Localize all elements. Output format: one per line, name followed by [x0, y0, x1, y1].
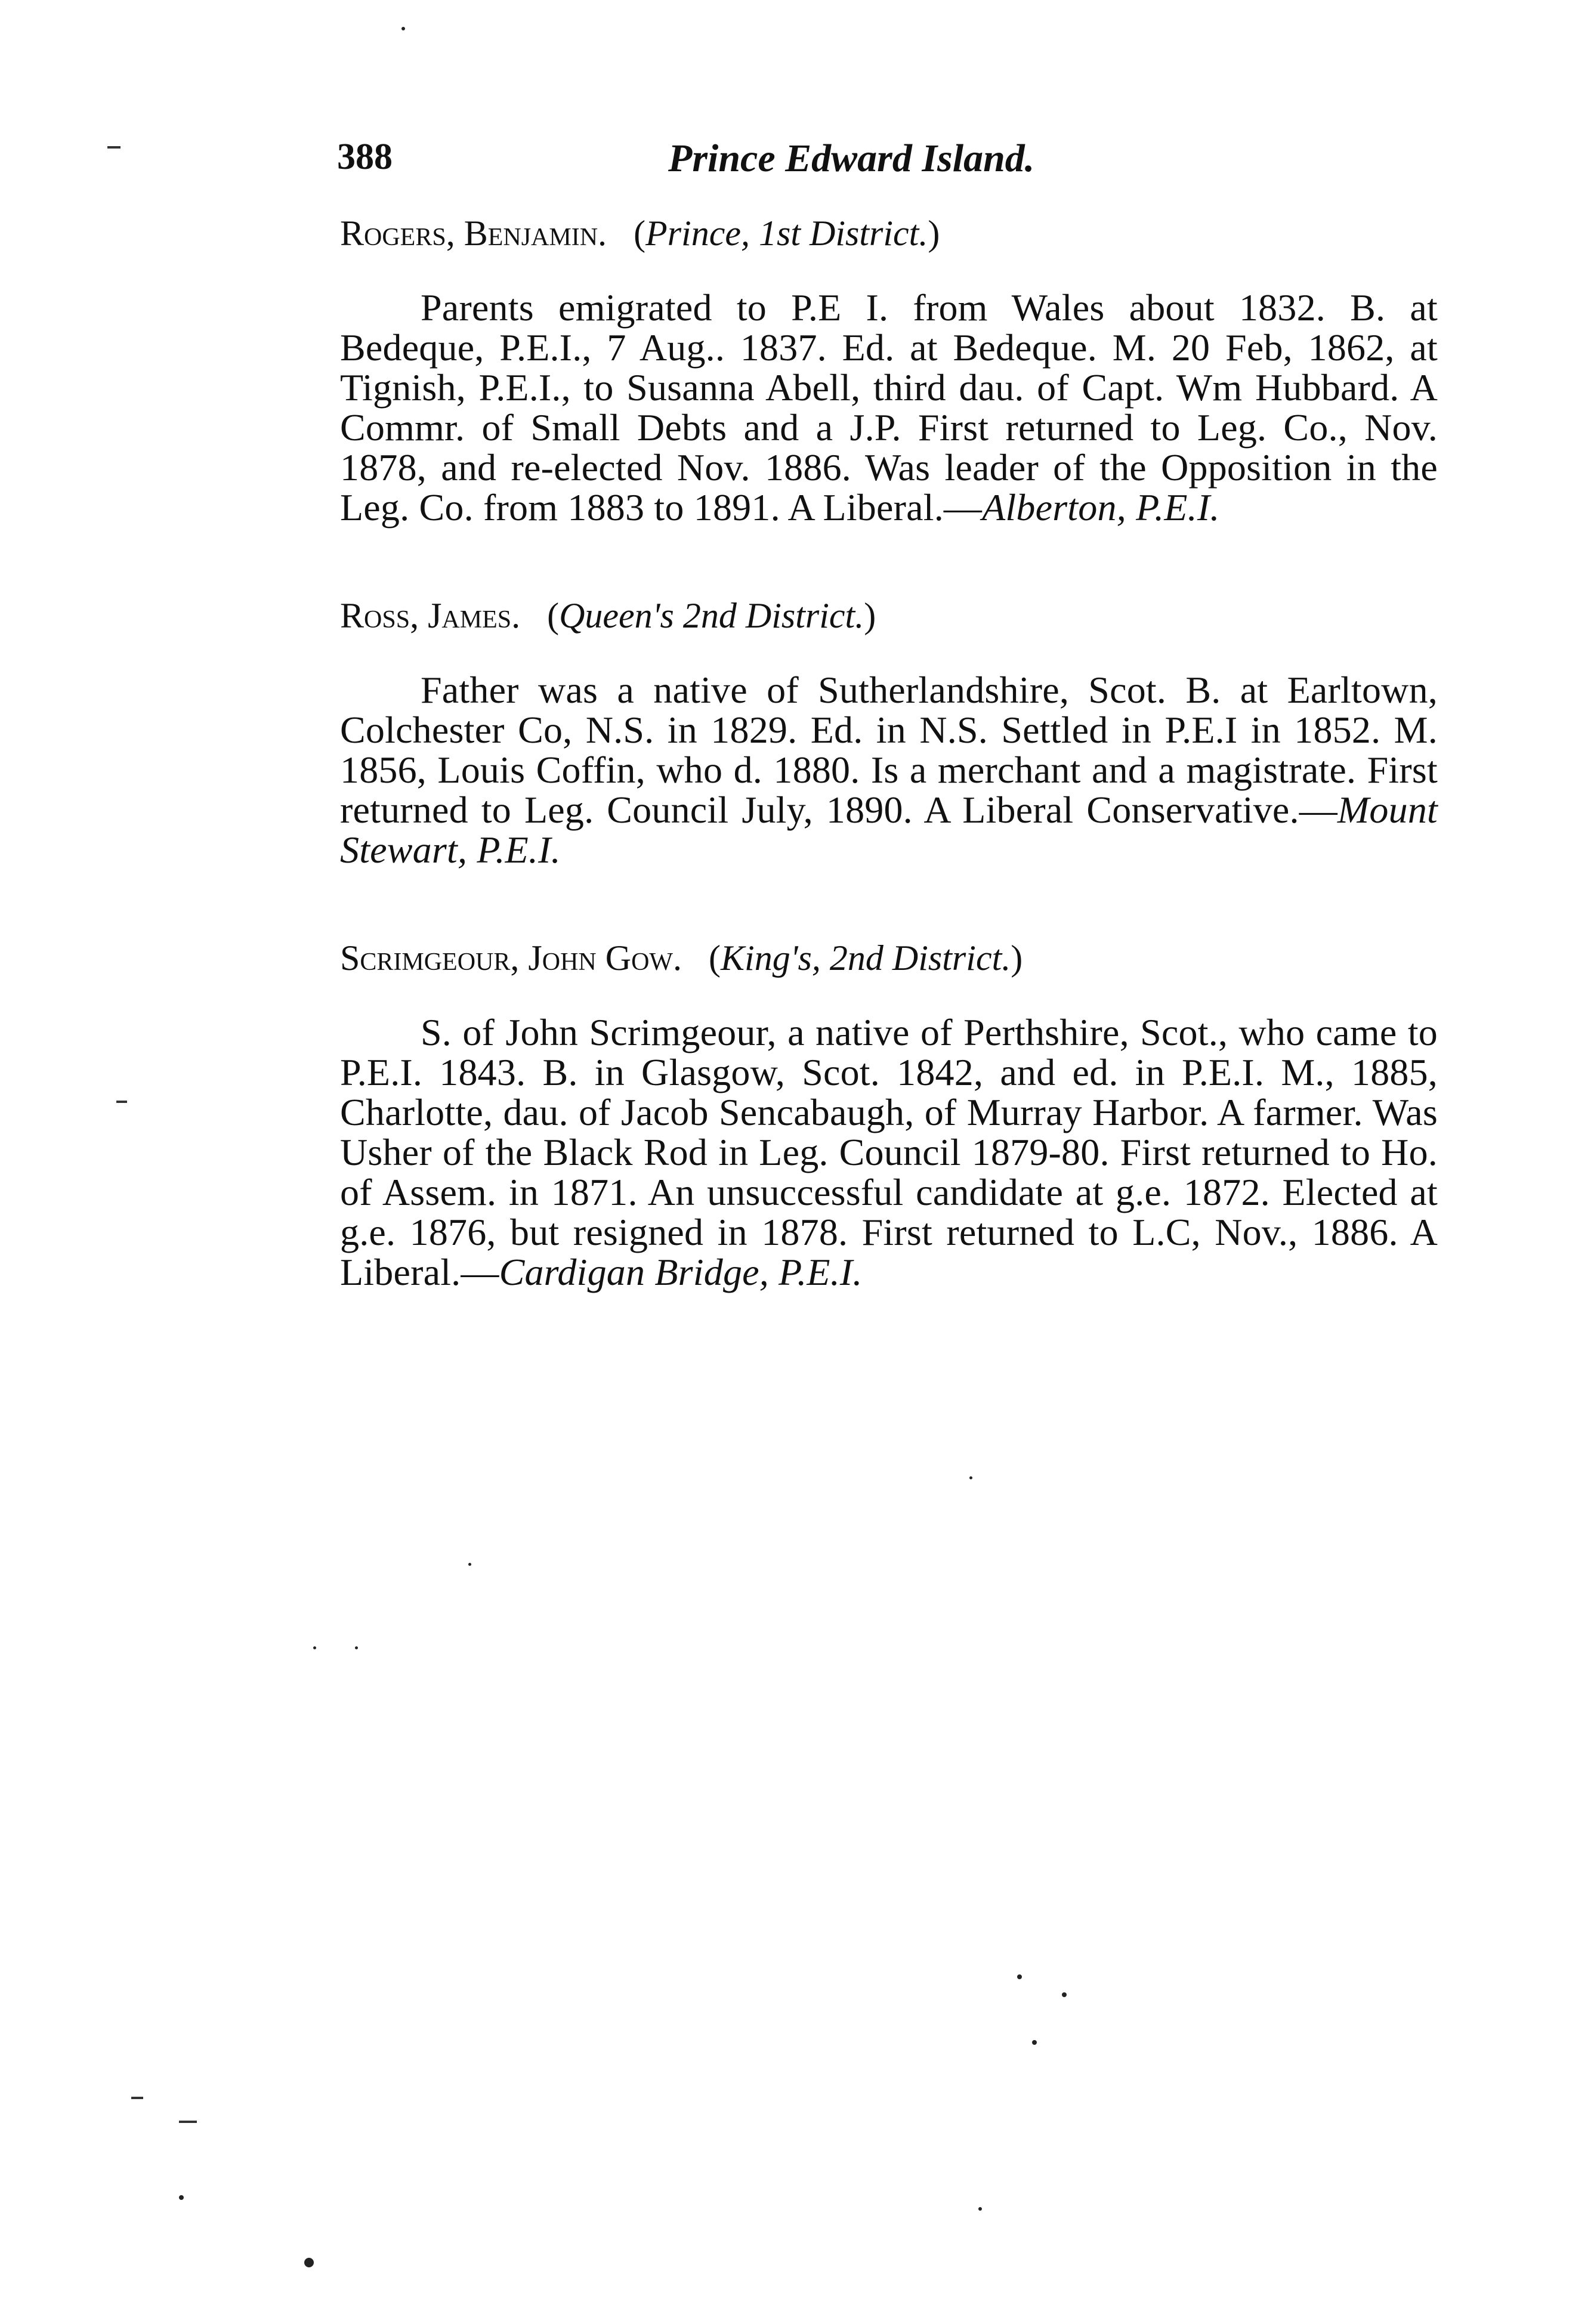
district-open-paren: (: [547, 596, 560, 635]
scan-speck: [1062, 1992, 1067, 1997]
page-header: [337, 136, 1190, 190]
district-open-paren: (: [634, 214, 646, 253]
scan-speck: [179, 2195, 184, 2200]
entry-heading: [340, 594, 1438, 637]
entry-name: Rogers, Benjamin.: [340, 214, 607, 253]
scan-mark: [131, 2097, 143, 2099]
scan-speck: [468, 1563, 471, 1566]
entry-residence: Alberton, P.E.I.: [982, 486, 1220, 529]
entry-text: [340, 670, 1438, 870]
entry-district: Prince, 1st District.: [645, 214, 928, 253]
district-close-paren: ): [1011, 938, 1023, 978]
entry-residence: Cardigan Bridge, P.E.I.: [499, 1251, 863, 1293]
entry-name: Scrimgeour, John Gow.: [340, 938, 682, 978]
running-title: Prince Edward Island.: [668, 137, 1035, 180]
scan-mark: [107, 146, 121, 149]
page-number: 388: [337, 137, 393, 177]
entry-ross: [340, 594, 1438, 870]
biography-entries: [340, 212, 1438, 1359]
entry-body: Parents emigrated to P.E I. from Wales about 1832. B. at Bedeque, P.E.I., 7 Aug.. 1837. Ed. at Bedeque. M. 20 Feb, 1862, at Tignish, P.E.I., to Susanna Abell, third dau. of Capt. Wm Hubbard. A Commr. of Small Debts and a J.P. First returned to Leg. Co., Nov. 1878, and re-elected Nov. 1886. Was leader of the Opposition in the Leg. Co. from 1883 to 1891. A Liberal.—: [340, 286, 1438, 529]
entry-heading: [340, 937, 1438, 979]
scan-speck: [355, 1646, 358, 1649]
scan-speck: [1017, 1974, 1022, 1979]
scan-speck: [401, 27, 405, 30]
entry-scrimgeour: [340, 937, 1438, 1292]
scan-mark: [116, 1101, 127, 1103]
scan-speck: [304, 2258, 314, 2267]
scan-mark: [179, 2121, 197, 2123]
entry-district: King's, 2nd District.: [721, 938, 1011, 978]
entry-text: [340, 1012, 1438, 1292]
scan-speck: [978, 2207, 982, 2211]
entry-district: Queen's 2nd District.: [559, 596, 864, 635]
entry-text: [340, 288, 1438, 527]
district-close-paren: ): [864, 596, 876, 635]
district-open-paren: (: [709, 938, 721, 978]
entry-body: Father was a native of Sutherlandshire, Scot. B. at Earltown, Colchester Co, N.S. in 1829. Ed. in N.S. Settled in P.E.I in 1852. M. 1856, Louis Coffin, who d. 1880. Is a merchant and a magistrate. First returned to Leg. Council July, 1890. A Liberal Conservative.—: [340, 669, 1438, 831]
entry-body: S. of John Scrimgeour, a native of Perthshire, Scot., who came to P.E.I. 1843. B. in Glasgow, Scot. 1842, and ed. in P.E.I. M., 1885, Charlotte, dau. of Jacob Sencabaugh, of Murray Harbor. A farmer. Was Usher of the Black Rod in Leg. Council 1879-80. First returned to Ho. of Assem. in 1871. An unsuccessful candidate at g.e. 1872. Elected at g.e. 1876, but resigned in 1878. First returned to L.C, Nov., 1886. A Liberal.—: [340, 1011, 1438, 1293]
entry-name: Ross, James.: [340, 596, 521, 635]
scan-speck: [313, 1646, 316, 1649]
scan-speck: [969, 1476, 972, 1479]
entry-heading: [340, 212, 1438, 255]
entry-rogers: [340, 212, 1438, 527]
scan-speck: [1032, 2040, 1037, 2045]
entry-residence: Mount Stewart, P.E.I.: [340, 789, 1438, 871]
district-close-paren: ): [928, 214, 940, 253]
